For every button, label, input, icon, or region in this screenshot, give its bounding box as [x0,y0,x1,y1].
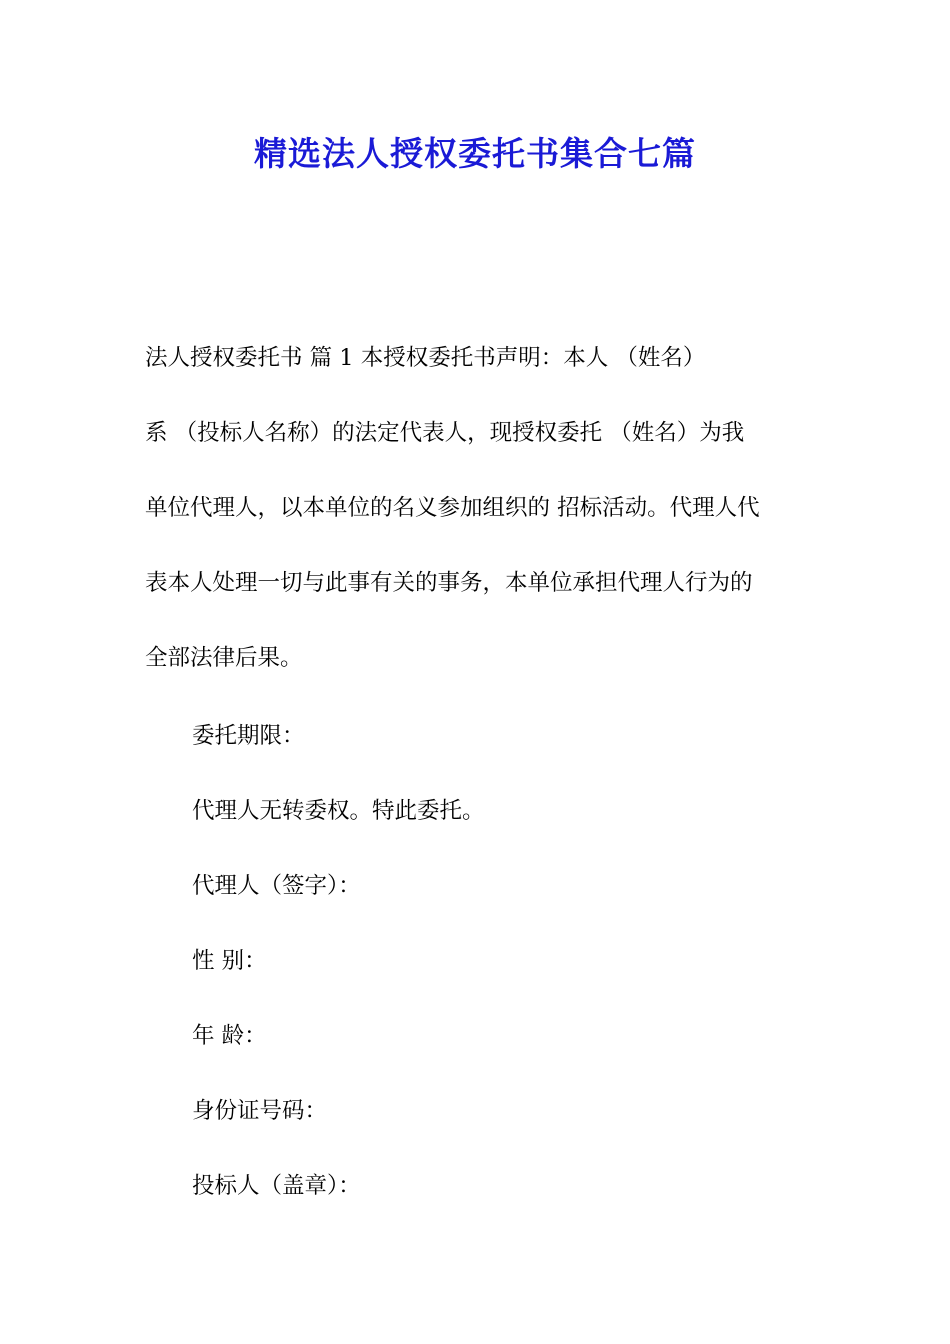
paragraph-line: 全部法律后果。 [145,645,303,671]
agent-signature-label: 代理人（签字）： [192,873,361,899]
paragraph-line: 系 （投标人名称）的法定代表人，现授权委托 （姓名）为我 [145,420,745,446]
term-label: 委托期限： [192,723,305,749]
gender-label: 性 别： [192,948,267,974]
document-title: 精选法人授权委托书集合七篇 [254,134,696,173]
no-transfer-statement: 代理人无转委权。特此委托。 [192,798,485,824]
age-label: 年 龄： [192,1023,267,1049]
paragraph-1 [145,321,810,696]
id-number-label: 身份证号码： [192,1098,328,1124]
bidder-seal-label: 投标人（盖章）： [192,1173,361,1199]
paragraph-line: 单位代理人，以本单位的名义参加组织的 招标活动。代理人代 [145,495,760,521]
paragraph-line: 表本人处理一切与此事有关的事务，本单位承担代理人行为的 [145,570,753,596]
paragraph-line: 法人授权委托书 篇 1 本授权委托书声明：本人 （姓名） [145,345,706,371]
